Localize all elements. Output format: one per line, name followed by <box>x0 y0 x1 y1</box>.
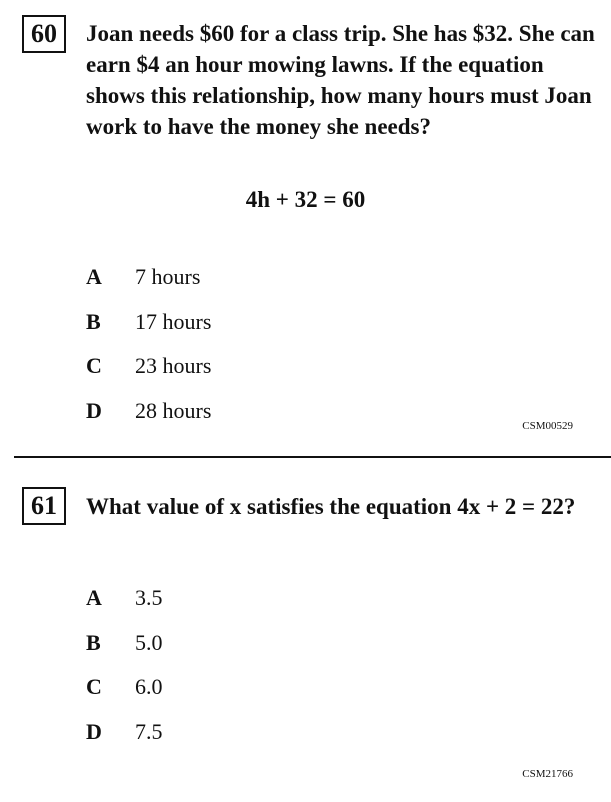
option-text: 6.0 <box>135 674 163 700</box>
answer-option-c[interactable] <box>86 344 486 389</box>
option-letter: A <box>86 585 102 611</box>
question-stem: What value of x satisfies the equation 4x + 2 = 22? <box>86 494 576 519</box>
answer-option-b[interactable] <box>86 300 486 345</box>
option-text: 7 hours <box>135 264 201 290</box>
answer-option-d[interactable] <box>86 710 486 755</box>
answer-options <box>86 576 486 754</box>
option-text: 17 hours <box>135 308 212 334</box>
question-stem: Joan needs $60 for a class trip. She has $32. She can earn $4 an hour mowing lawns. If the equation shows this relationship, how many hours must Joan work to have the money she needs? <box>86 21 595 139</box>
answer-options <box>86 255 486 433</box>
answer-option-c[interactable] <box>86 665 486 710</box>
answer-option-a[interactable] <box>86 576 486 621</box>
item-code: CSM21766 <box>522 768 573 780</box>
question-61 <box>0 460 611 802</box>
option-text: 3.5 <box>135 585 163 611</box>
option-text: 7.5 <box>135 718 163 744</box>
option-letter: D <box>86 397 102 423</box>
answer-option-a[interactable] <box>86 255 486 300</box>
equation: 4h + 32 = 60 <box>245 187 366 212</box>
option-text: 28 hours <box>135 397 212 423</box>
item-code: CSM00529 <box>522 420 573 432</box>
section-divider <box>14 456 611 458</box>
option-text: 23 hours <box>135 353 212 379</box>
option-letter: C <box>86 353 102 379</box>
option-letter: C <box>86 674 102 700</box>
option-letter: B <box>86 308 101 334</box>
question-number: 60 <box>22 15 66 53</box>
option-text: 5.0 <box>135 629 163 655</box>
option-letter: D <box>86 718 102 744</box>
option-letter: A <box>86 264 102 290</box>
answer-option-d[interactable] <box>86 389 486 434</box>
question-number: 61 <box>22 487 66 525</box>
answer-option-b[interactable] <box>86 621 486 666</box>
option-letter: B <box>86 629 101 655</box>
